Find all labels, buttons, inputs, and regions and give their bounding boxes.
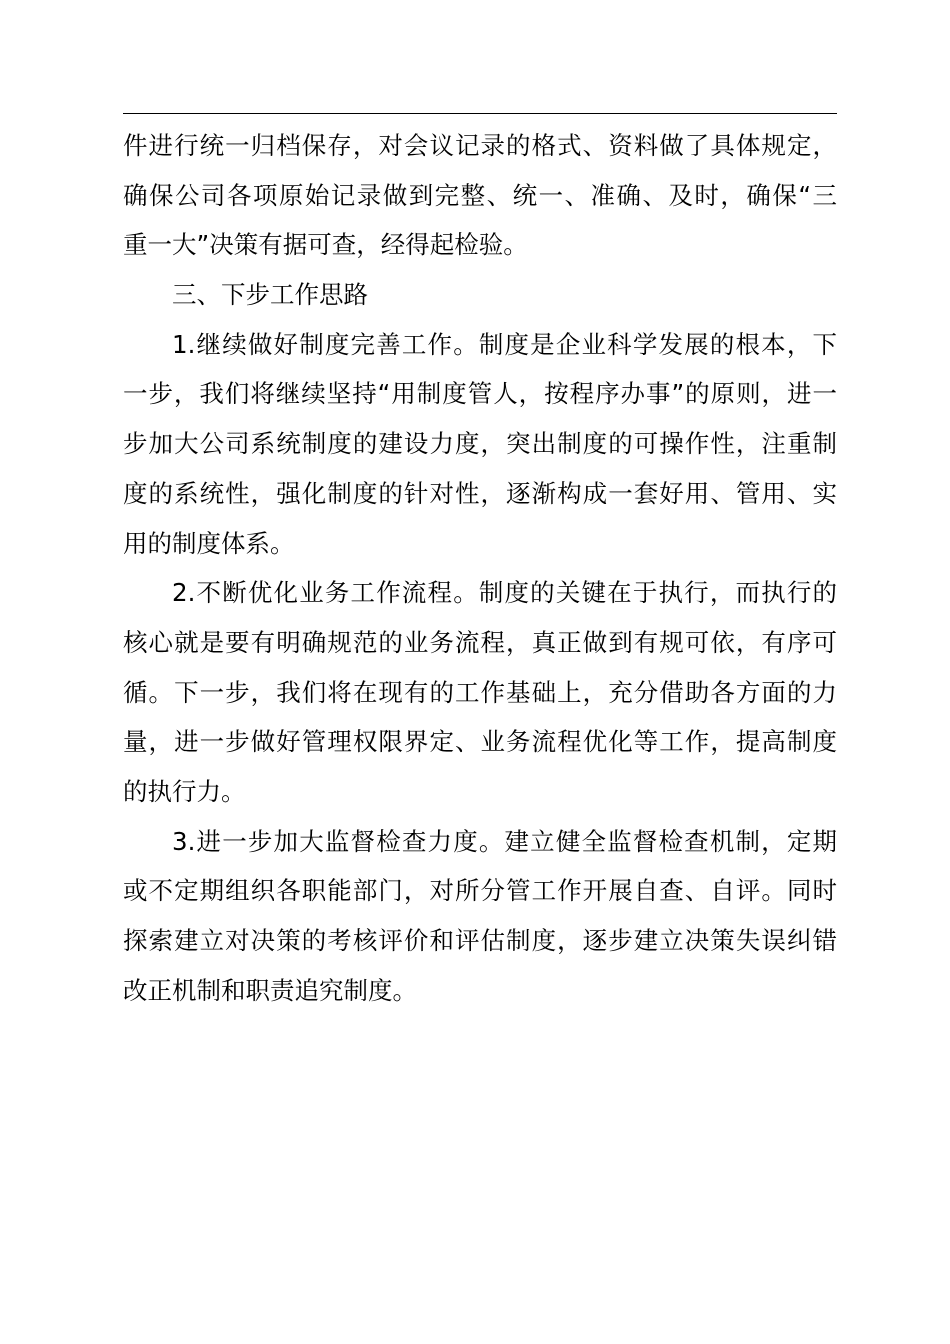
- text-line: 度的系统性，强化制度的针对性，逐渐构成一套好用、管用、实: [123, 478, 837, 508]
- section-heading: 三、下步工作思路: [172, 280, 368, 310]
- text-line: 或不定期组织各职能部门，对所分管工作开展自查、自评。同时: [123, 876, 837, 906]
- text-line: 量，进一步做好管理权限界定、业务流程优化等工作，提高制度: [123, 727, 837, 757]
- text-line: 改正机制和职责追究制度。: [123, 975, 417, 1005]
- header-rule: [123, 113, 837, 114]
- text-line: 确保公司各项原始记录做到完整、统一、准确、及时，确保“三: [123, 180, 837, 210]
- text-line: 1.继续做好制度完善工作。制度是企业科学发展的根本，下: [172, 329, 837, 359]
- text-line: 3.进一步加大监督检查力度。建立健全监督检查机制，定期: [172, 826, 837, 856]
- text-line: 步加大公司系统制度的建设力度，突出制度的可操作性，注重制: [123, 429, 837, 459]
- text-line: 循。下一步，我们将在现有的工作基础上，充分借助各方面的力: [123, 677, 837, 707]
- text-line: 一步，我们将继续坚持“用制度管人，按程序办事”的原则，进一: [123, 379, 837, 409]
- text-line: 用的制度体系。: [123, 528, 295, 558]
- text-line: 2.不断优化业务工作流程。制度的关键在于执行，而执行的: [172, 578, 837, 608]
- text-line: 核心就是要有明确规范的业务流程，真正做到有规可依，有序可: [123, 627, 837, 657]
- body-text: [123, 121, 837, 1015]
- text-line: 的执行力。: [123, 776, 246, 806]
- text-line: 重一大”决策有据可查，经得起检验。: [123, 230, 528, 260]
- text-line: 件进行统一归档保存，对会议记录的格式、资料做了具体规定，: [123, 131, 837, 160]
- text-line: 探索建立对决策的考核评价和评估制度，逐步建立决策失误纠错: [123, 926, 837, 955]
